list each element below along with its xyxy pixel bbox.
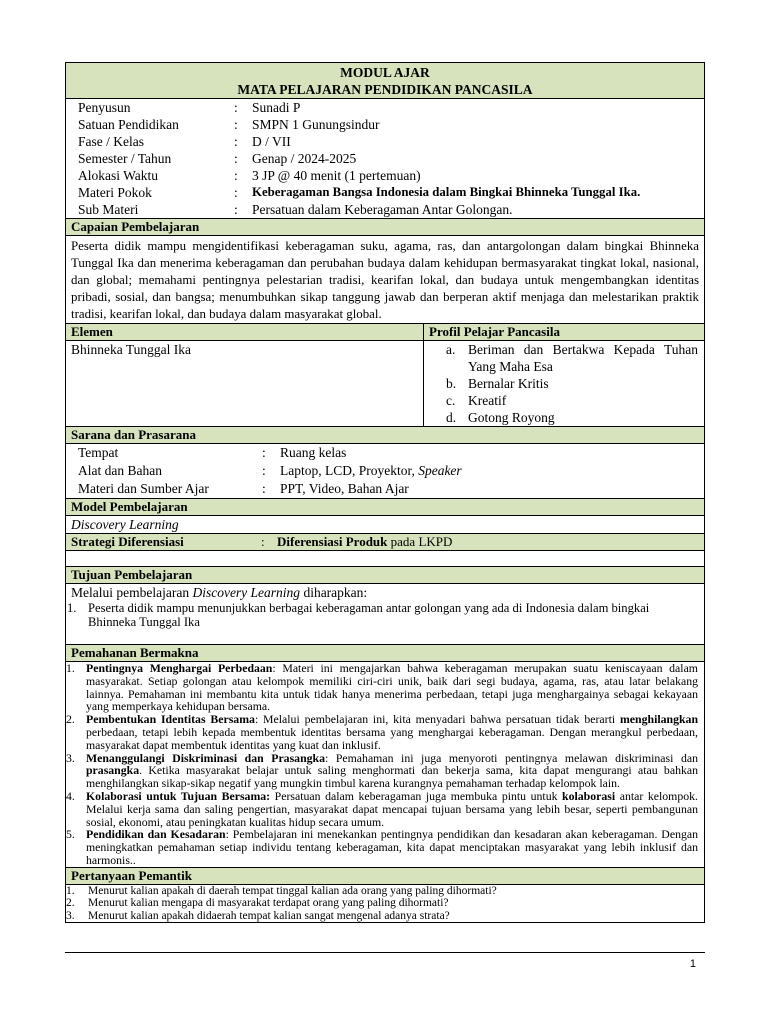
- colon: :: [262, 481, 266, 496]
- profil-mark: c.: [446, 393, 456, 408]
- alat-value: Laptop, LCD, Proyektor, Speaker: [280, 463, 462, 478]
- title-line-1: MODUL AJAR: [340, 65, 430, 80]
- elemen-profil-header: [66, 323, 704, 340]
- info-value: 3 JP @ 40 menit (1 pertemuan): [252, 168, 421, 183]
- strategi-label: Strategi Diferensiasi: [71, 534, 184, 549]
- pertanyaan-heading: Pertanyaan Pemantik: [66, 867, 704, 884]
- materi-label: Materi dan Sumber Ajar: [78, 481, 209, 496]
- profil-mark: b.: [446, 376, 457, 391]
- strategi-value: Diferensiasi Produk pada LKPD: [277, 534, 453, 549]
- info-value: Persatuan dalam Keberagaman Antar Golongan.: [252, 202, 513, 217]
- materi-value: PPT, Video, Bahan Ajar: [280, 481, 409, 496]
- tujuan-heading: Tujuan Pembelajaran: [66, 566, 704, 583]
- info-label: Alokasi Waktu: [78, 168, 159, 183]
- profil-item: [446, 392, 704, 409]
- info-colon: :: [234, 168, 238, 183]
- pemahaman-item: [66, 713, 704, 751]
- strategi-row: [66, 533, 704, 550]
- profil-list: [424, 341, 704, 426]
- pertanyaan-num: 3.: [66, 909, 75, 922]
- capaian-text: Peserta didik mampu mengidentifikasi keberagaman suku, agama, ras, dan antargolongan dalam bingkai Bhinneka Tunggal Ika dan menerima keberagaman dan perubahan budaya dalam kehidupan bermasyarakat tingkat lokal, nasional, dan global; memahami pentingnya pelestarian tradisi, kearifan lokal, dan budaya untuk mengembangkan identitas pribadi, sosial, dan bangsa; menumbuhkan sikap tanggung jawab dan berperan aktif menjaga dan melestarikan praktik tradisi, kearifan lokal, dan budaya dalam masyarakat global.: [66, 235, 704, 323]
- pemahaman-text: Pembentukan Identitas Bersama: Melalui pembelajaran ini, kita menyadari bahwa persatuan tidak berarti menghilangkan perbedaan, tetapi lebih kepada membentuk identitas bersama yang menghargai keberagaman. Dengan merangkul perbedaan, masyarakat dapat membentuk identitas yang kuat dan inklusif.: [86, 712, 699, 752]
- info-label: Fase / Kelas: [78, 134, 144, 149]
- capaian-heading: Capaian Pembelajaran: [66, 218, 704, 235]
- pemahaman-text: Menanggulangi Diskriminasi dan Prasangka: Pemahaman ini juga menyoroti pentingnya melawan diskriminasi dan prasangka. Ketika masyarakat belajar untuk saling menghormati dan bekerja sama, kita dapat mengurangi atau bahkan menghilangkan sikap-sikap negatif yang mungkin timbul karena kurangnya pemahaman terhadap kelompok lain.: [86, 750, 698, 791]
- tempat-label: Tempat: [78, 445, 119, 460]
- profil-text: Gotong Royong: [468, 410, 555, 425]
- info-colon: :: [234, 185, 238, 200]
- model-heading: Model Pembelajaran: [66, 498, 704, 515]
- profil-heading: Profil Pelajar Pancasila: [429, 324, 560, 339]
- tujuan-text: Peserta didik mampu menunjukkan berbagai keberagaman antar golongan yang ada di Indonesia dalam bingkai Bhinneka Tunggal Ika: [88, 601, 650, 629]
- alat-label: Alat dan Bahan: [78, 463, 162, 478]
- model-value: Discovery Learning: [71, 517, 179, 532]
- spacer-row: [66, 550, 704, 566]
- pemahaman-text: Pendidikan dan Kesadaran: Pembelajaran ini menekankan pentingnya pendidikan dan kesadaran akan keberagaman. Dengan meningkatkan pemahaman setiap individu tentang keberagaman, kita dapat menciptakan masyarakat yang lebih inklusif dan harmonis..: [86, 827, 698, 867]
- profil-item: [446, 409, 704, 426]
- colon: :: [261, 534, 265, 549]
- pertanyaan-num: 1.: [66, 884, 75, 897]
- info-value: D / VII: [252, 134, 291, 149]
- pemahaman-list: [66, 662, 704, 867]
- sarana-heading: Sarana dan Prasarana: [66, 426, 704, 443]
- page-footer-line: [65, 952, 705, 953]
- pemahaman-num: 2.: [66, 712, 75, 727]
- info-colon: :: [234, 117, 238, 132]
- pemahaman-num: 1.: [66, 661, 75, 675]
- colon: :: [262, 463, 266, 478]
- pertanyaan-item: [66, 897, 704, 910]
- info-value: Sunadi P: [252, 100, 301, 115]
- profil-text: Bernalar Kritis: [468, 376, 549, 391]
- pertanyaan-text: Menurut kalian apakah didaerah tempat kalian sangat mengenal adanya strata?: [88, 909, 450, 922]
- info-label: Materi Pokok: [78, 185, 152, 200]
- tujuan-intro: Melalui pembelajaran Discovery Learning diharapkan:: [71, 585, 368, 600]
- pertanyaan-text: Menurut kalian mengapa di masyarakat terdapat orang yang paling dihormati?: [88, 897, 449, 910]
- profil-mark: d.: [446, 410, 457, 425]
- info-value: Genap / 2024-2025: [252, 151, 357, 166]
- colon: :: [262, 445, 266, 460]
- info-colon: :: [234, 202, 238, 217]
- info-colon: :: [234, 134, 238, 149]
- profil-text: Beriman dan Bertakwa Kepada Tuhan Yang Maha Esa: [468, 342, 698, 374]
- profil-item: [446, 341, 704, 375]
- pemahaman-item: [66, 662, 704, 713]
- elemen-value: Bhinneka Tunggal Ika: [66, 341, 424, 426]
- pemahaman-body: [66, 661, 704, 867]
- title-line-2: MATA PELAJARAN PENDIDIKAN PANCASILA: [237, 82, 533, 97]
- pertanyaan-item: [66, 910, 704, 923]
- pemahaman-text: Pentingnya Menghargai Perbedaan: Materi ini mengajarkan bahwa keberagaman merupakan suatu keniscayaan dalam masyarakat. Setiap golongan atau kelompok memiliki ciri-ciri unik, baik dari segi budaya, agama, ras, atau latar belakang lainnya. Pemahaman ini membantu kita untuk tidak hanya menerima perbedaan, tetapi juga menghargainya sebagai kekayaan yang memperkaya kehidupan bersama.: [86, 661, 698, 714]
- pemahaman-item: [66, 752, 704, 790]
- info-label: Penyusun: [78, 100, 131, 115]
- page-number: 1: [689, 958, 696, 970]
- pemahaman-text: Kolaborasi untuk Tujuan Bersama: Persatuan dalam keberagaman juga membuka pintu untuk kolaborasi antar kelompok. Melalui kerja sama dan saling pengertian, masyarakat dapat mencapai tujuan bersama yang lebih besar, seperti pembangunan sosial, ekonomi, atau peningkatan kualitas hidup secara umum.: [86, 788, 698, 829]
- tempat-value: Ruang kelas: [280, 445, 347, 460]
- profil-mark: a.: [446, 342, 456, 357]
- pertanyaan-body: [66, 884, 704, 923]
- module-info: [66, 98, 704, 218]
- document-title: [66, 63, 704, 98]
- pemahaman-item: [66, 790, 704, 828]
- pemahaman-num: 4.: [66, 788, 75, 803]
- info-colon: :: [234, 100, 238, 115]
- elemen-heading: Elemen: [66, 324, 424, 340]
- profil-text: Kreatif: [468, 393, 507, 408]
- tujuan-item: [67, 601, 698, 629]
- tujuan-body: [66, 583, 704, 644]
- info-colon: :: [234, 151, 238, 166]
- module-document: [65, 62, 705, 923]
- info-value: SMPN 1 Gunungsindur: [252, 117, 380, 132]
- profil-item: [446, 375, 704, 392]
- pemahaman-heading: Pemahanan Bermakna: [66, 644, 704, 661]
- pertanyaan-num: 2.: [66, 897, 75, 910]
- elemen-profil-body: [66, 340, 704, 426]
- tujuan-list: [67, 601, 698, 629]
- pemahaman-item: [66, 828, 704, 866]
- info-label: Semester / Tahun: [78, 151, 172, 166]
- info-grid: [66, 99, 704, 218]
- sarana-table: [66, 443, 704, 498]
- tujuan-num: 1.: [67, 601, 77, 615]
- pemahaman-num: 3.: [66, 750, 75, 765]
- info-label: Sub Materi: [78, 202, 139, 217]
- pertanyaan-text: Menurut kalian apakah di daerah tempat tinggal kalian ada orang yang paling dihormati?: [88, 884, 497, 897]
- pertanyaan-list: [66, 885, 704, 923]
- pemahaman-num: 5.: [66, 827, 75, 842]
- pertanyaan-item: [66, 885, 704, 898]
- info-label: Satuan Pendidikan: [78, 117, 179, 132]
- info-value: Keberagaman Bangsa Indonesia dalam Bingkai Bhinneka Tunggal Ika.: [252, 185, 641, 199]
